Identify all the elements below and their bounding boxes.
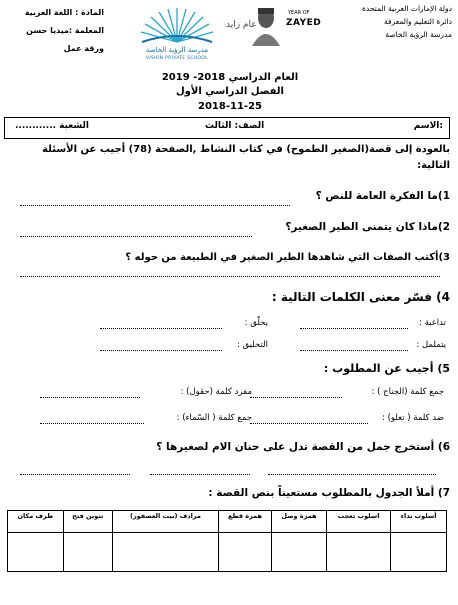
department-name: دائرة التعليم والمعرفة	[383, 17, 452, 26]
answer-table	[7, 510, 447, 572]
term-label: الفصل الدراسي الأول	[176, 86, 284, 97]
word-3: يتململ :	[416, 340, 446, 350]
answer-line-6b[interactable]	[150, 474, 250, 475]
q5-item-b-answer[interactable]	[40, 397, 140, 398]
question-1: 1)ما الفكرة العامة للنص ؟	[315, 190, 450, 202]
subject-label: المادة : اللغة العربية	[24, 8, 104, 17]
table-header-cell: تنوين فتح	[63, 511, 112, 533]
table-header-cell: ظرف مكان	[8, 511, 64, 533]
answer-line-6c[interactable]	[268, 474, 436, 475]
grade-label: الصف: الثالث	[205, 121, 265, 131]
zayed-arabic-label: عام زايد	[226, 20, 257, 30]
table-header-cell: همزة وصل	[272, 511, 327, 533]
table-header-cell: اسلوب تعجب	[326, 511, 390, 533]
worksheet-label: ورقة عمل	[63, 44, 104, 53]
teacher-label: المعلمة :ميديا حسن	[26, 26, 104, 35]
question-3: 3)أكتب الصفات التي شاهدها الطير الصغير في الطبيعة من حوله ؟	[125, 252, 450, 263]
header-right	[342, 2, 452, 41]
word-1-answer[interactable]	[300, 328, 408, 329]
q5-item-a-answer[interactable]	[250, 397, 342, 398]
q5-item-a: جمع كلمة (الجناح ) :	[371, 387, 444, 397]
word-2-answer[interactable]	[100, 328, 222, 329]
table-cell[interactable]	[272, 533, 327, 572]
table-cell[interactable]	[63, 533, 112, 572]
academic-year: العام الدراسي 2018- 2019	[161, 72, 299, 83]
table-cell[interactable]	[8, 533, 64, 572]
year-of-label: YEAR OF	[288, 10, 310, 16]
table-cell[interactable]	[326, 533, 390, 572]
word-1: تداعبة :	[419, 318, 446, 328]
table-header-cell: مرادف (بيت العصفور)	[112, 511, 218, 533]
q5-item-c-answer[interactable]	[250, 423, 368, 424]
table-cell[interactable]	[112, 533, 218, 572]
student-info-box	[4, 117, 450, 139]
answer-line-6a[interactable]	[20, 474, 130, 475]
table-cell[interactable]	[218, 533, 271, 572]
table-cell[interactable]	[391, 533, 447, 572]
table-header-cell: همزة قطع	[218, 511, 271, 533]
table-header-row	[8, 511, 447, 533]
answer-line-3[interactable]	[20, 276, 440, 277]
answer-line-2[interactable]	[20, 236, 252, 237]
word-2: يحلّق :	[244, 318, 268, 328]
question-2: 2)ماذا كان يتمنى الطير الصغير؟	[285, 221, 450, 233]
vision-arabic-label: مدرسة الرؤية الخاصة	[145, 46, 209, 54]
vision-school-logo	[128, 6, 226, 64]
date-label: 2018-11-25	[198, 101, 262, 112]
word-3-answer[interactable]	[300, 350, 408, 351]
q5-item-d: جمع كلمة ( السّماء) :	[176, 413, 252, 423]
question-6: 6) أستخرج جمل من القصة تدل على حنان الام لصغيرها ؟	[156, 441, 450, 453]
table-header-cell: أسلوب نداء	[391, 511, 447, 533]
question-5: 5) أجيب عن المطلوب :	[323, 362, 450, 375]
word-4-answer[interactable]	[100, 350, 222, 351]
zayed-label: ZAYED	[286, 18, 322, 28]
word-4: التحليق :	[236, 340, 268, 350]
section-label: الشعبة ............	[15, 121, 89, 131]
q5-item-c: ضد كلمة ( تعلو) :	[382, 413, 444, 423]
intro-line-1: بالعودة إلى قصة(الصغير الطموح) في كتاب النشاط ,الصفحة (78) أجيب عن الأسئلة	[42, 144, 450, 155]
answer-line-1[interactable]	[20, 205, 290, 206]
table-row	[8, 533, 447, 572]
q5-item-b: مفرد كلمة (حقول) :	[180, 387, 252, 397]
question-4: 4) فسّر معنى الكلمات التالية :	[271, 290, 450, 304]
header-left	[12, 4, 104, 58]
q5-item-d-answer[interactable]	[40, 423, 144, 424]
country-name: دولة الإمارات العربية المتحدة	[361, 4, 452, 13]
name-label: الاسم:	[413, 121, 443, 131]
question-7: 7) أملأ الجدول بالمطلوب مستعيناً بنص القصة :	[208, 487, 450, 499]
intro-line-2: التالية:	[417, 160, 450, 171]
year-of-zayed-logo	[226, 2, 330, 52]
school-name: مدرسة الرؤية الخاصة	[385, 30, 452, 39]
vision-english-label: VISION PRIVATE SCHOOL	[146, 56, 208, 61]
